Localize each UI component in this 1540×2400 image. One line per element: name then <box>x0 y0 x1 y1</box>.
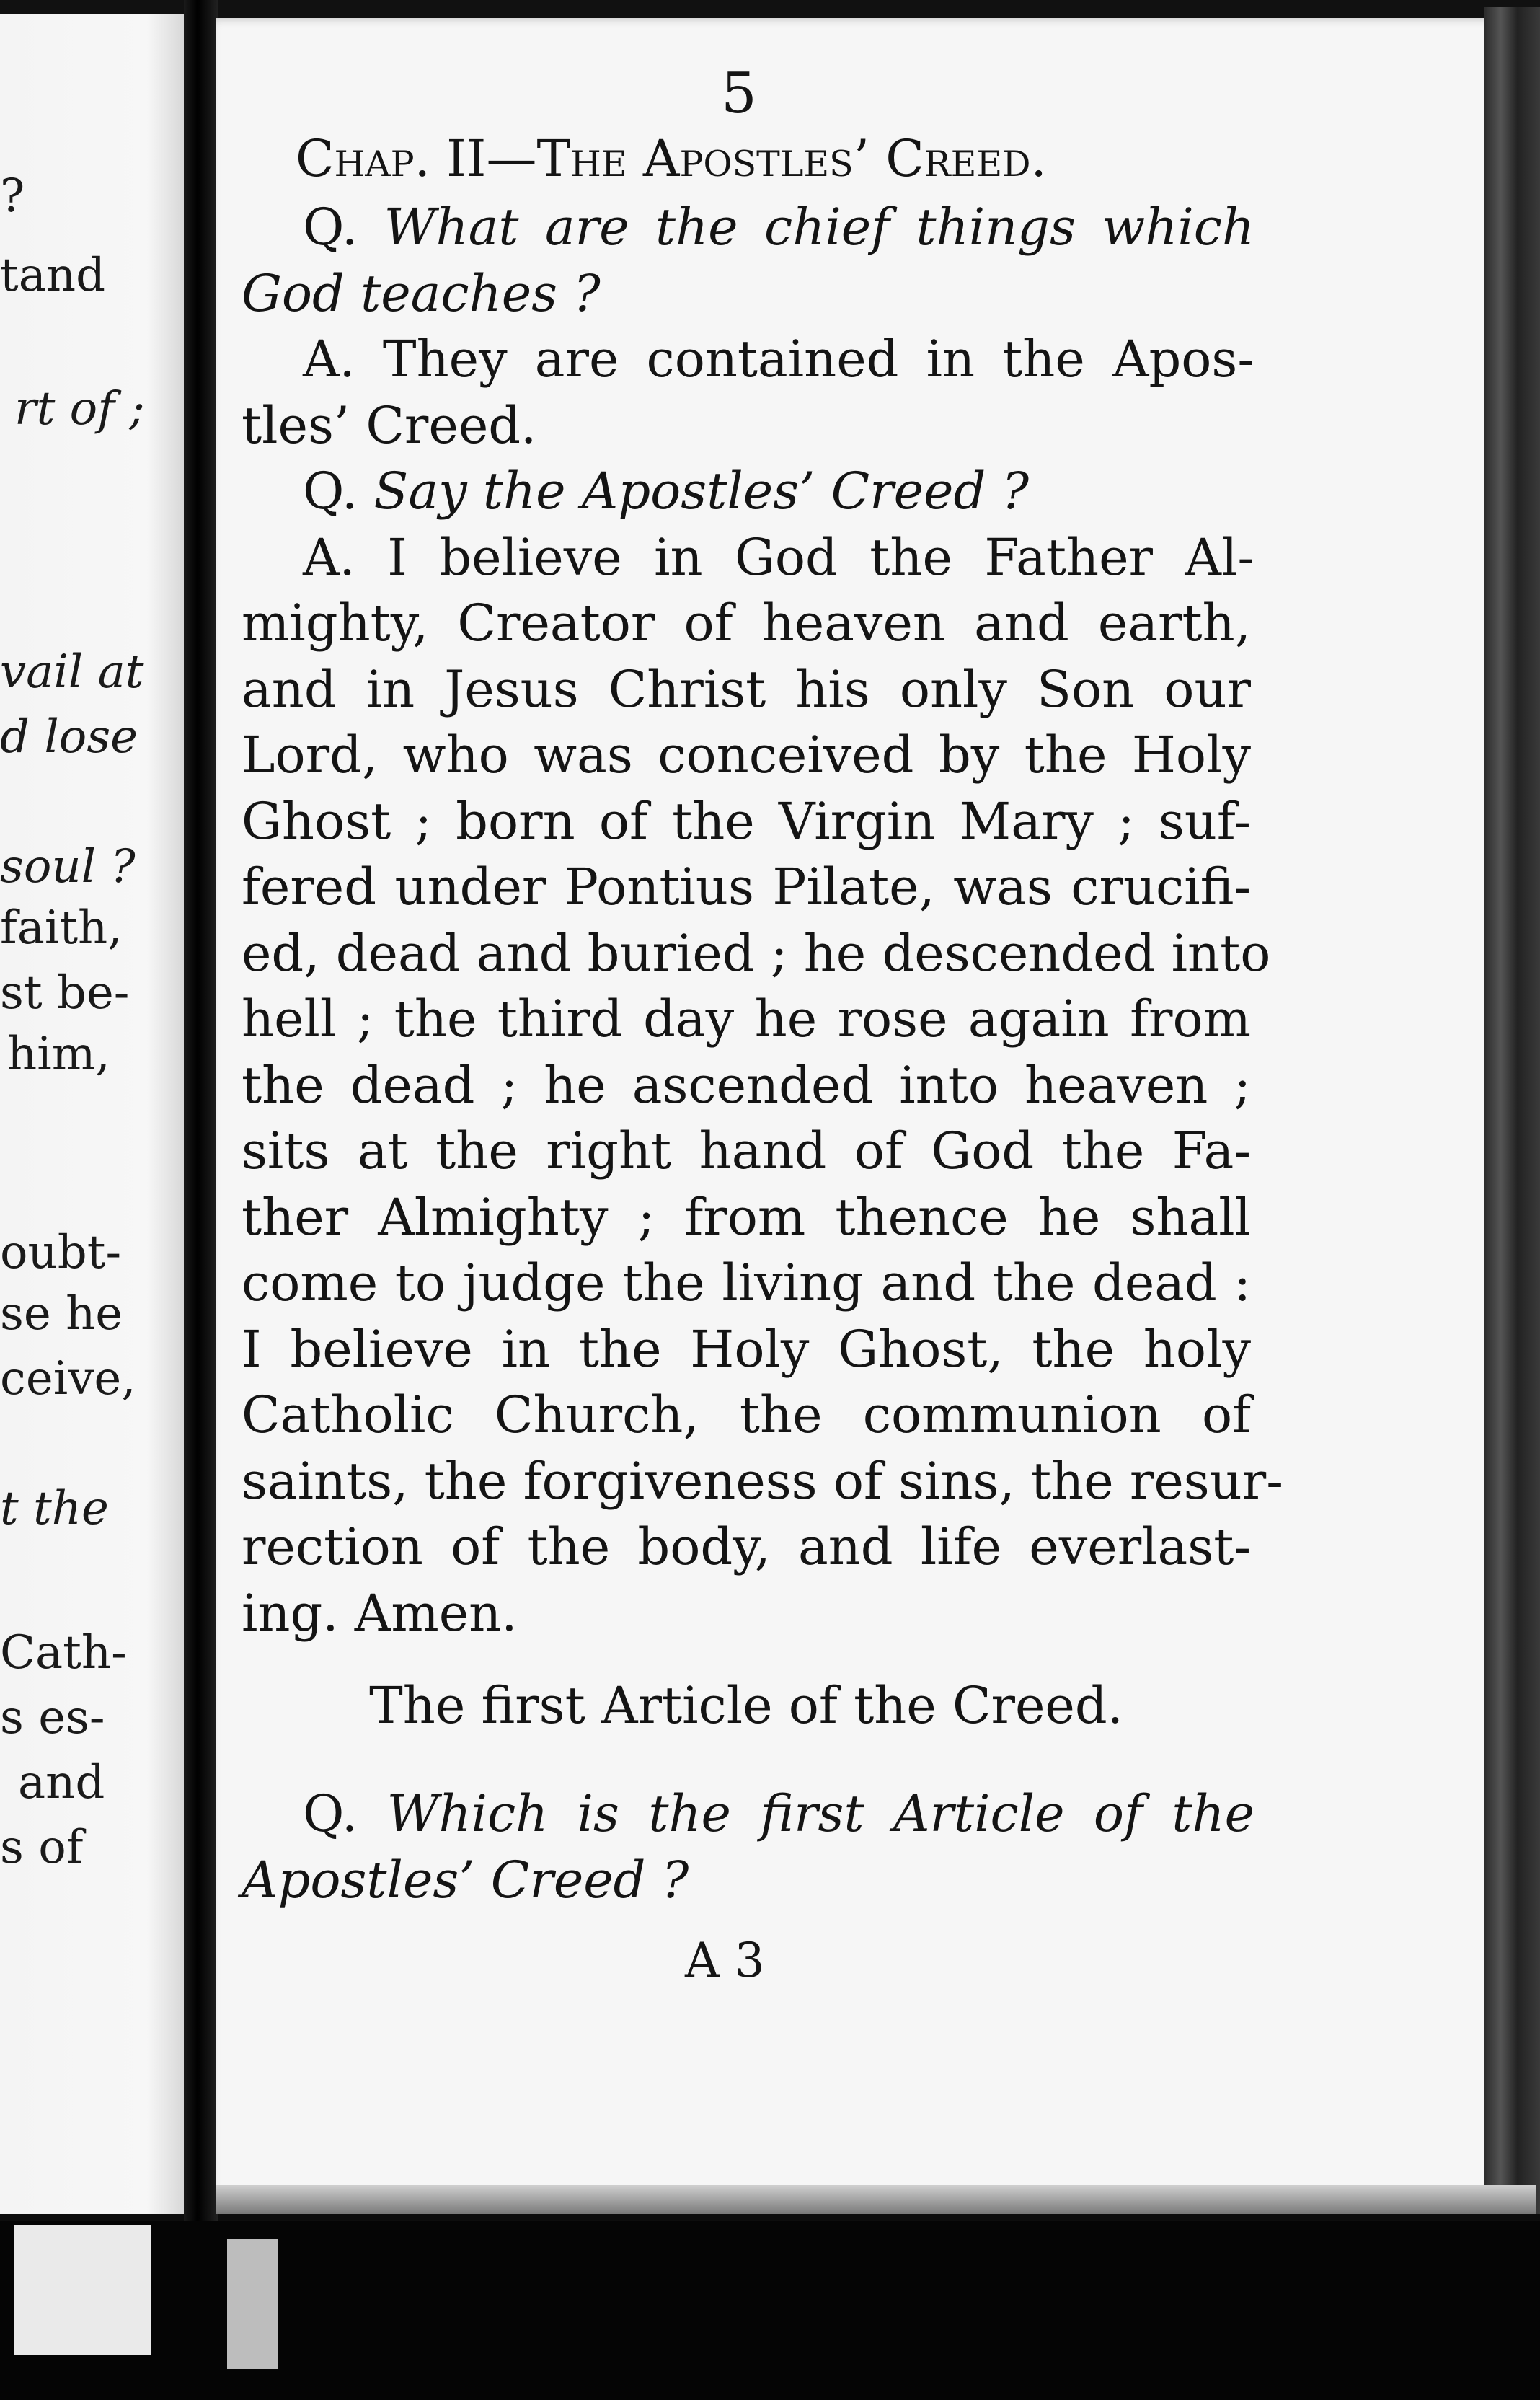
text-line: mighty, Creator of heaven and earth, <box>242 594 1251 653</box>
text-line: ed, dead and buried ; he descended into <box>242 923 1271 983</box>
page-tab-right <box>227 2239 278 2369</box>
left-fragment: ? <box>0 169 25 223</box>
text-line: Lord, who was conceived by the Holy <box>242 725 1251 785</box>
left-fragment: d lose <box>0 710 138 764</box>
text-line: the dead ; he ascended into heaven ; <box>242 1055 1251 1115</box>
left-fragment: Cath- <box>0 1626 127 1680</box>
text-line: hell ; the third day he rose again from <box>242 989 1251 1049</box>
chapter-heading: Chap. II—The Apostles’ Creed. <box>296 129 1047 188</box>
text-line: and in Jesus Christ his only Son our <box>242 659 1251 719</box>
left-fragment: soul ? <box>0 840 136 894</box>
section-heading: The first Article of the Creed. <box>369 1676 1123 1735</box>
text-line: sits at the right hand of God the Fa- <box>242 1121 1251 1181</box>
left-fragment: s of <box>0 1821 84 1874</box>
left-page <box>0 14 184 2214</box>
left-fragment: tand <box>0 249 106 302</box>
left-fragment: him, <box>7 1028 110 1081</box>
left-fragment: ceive, <box>0 1352 136 1406</box>
text-line: rection of the body, and life everlast- <box>242 1517 1251 1576</box>
text-line: I believe in the Holy Ghost, the holy <box>242 1319 1251 1379</box>
text-line: A. They are contained in the Apos- <box>303 330 1254 389</box>
text-line: Q. Which is the first Article of the <box>303 1784 1254 1843</box>
text-line: Q. Say the Apostles’ Creed ? <box>303 462 1030 521</box>
signature-mark: A 3 <box>685 1933 765 1988</box>
page-bottom-shadow <box>216 2185 1536 2214</box>
left-fragment: faith, <box>0 901 123 955</box>
left-fragment: t the <box>0 1482 109 1535</box>
text-line: Q. What are the chief things which <box>303 198 1255 257</box>
left-fragment: se he <box>0 1287 123 1341</box>
text-line: God teaches ? <box>242 263 601 323</box>
page-tab-left <box>14 2225 151 2355</box>
left-fragment: rt of ; <box>14 382 145 436</box>
left-fragment: st be- <box>0 966 130 1020</box>
text-line: ther Almighty ; from thence he shall <box>242 1187 1251 1247</box>
text-line: Ghost ; born of the Virgin Mary ; suf- <box>242 791 1251 851</box>
text-line: ing. Amen. <box>242 1583 518 1643</box>
text-line: Apostles’ Creed ? <box>242 1850 689 1910</box>
page-number: 5 <box>721 61 757 126</box>
left-fragment: vail at <box>0 645 144 699</box>
left-fragment: s es- <box>0 1691 105 1744</box>
text-line: come to judge the living and the dead : <box>242 1253 1251 1312</box>
page-edge <box>1484 7 1540 2214</box>
text-line: fered under Pontius Pilate, was crucifi- <box>242 857 1251 917</box>
left-fragment: oubt- <box>0 1226 122 1279</box>
text-line: saints, the forgiveness of sins, the resur- <box>242 1451 1283 1511</box>
left-fragment: and <box>18 1756 105 1809</box>
text-line: Catholic Church, the communion of <box>242 1385 1251 1444</box>
text-line: tles’ Creed. <box>242 395 537 455</box>
text-line: A. I believe in God the Father Al- <box>303 527 1254 587</box>
book-gutter <box>184 0 218 2400</box>
